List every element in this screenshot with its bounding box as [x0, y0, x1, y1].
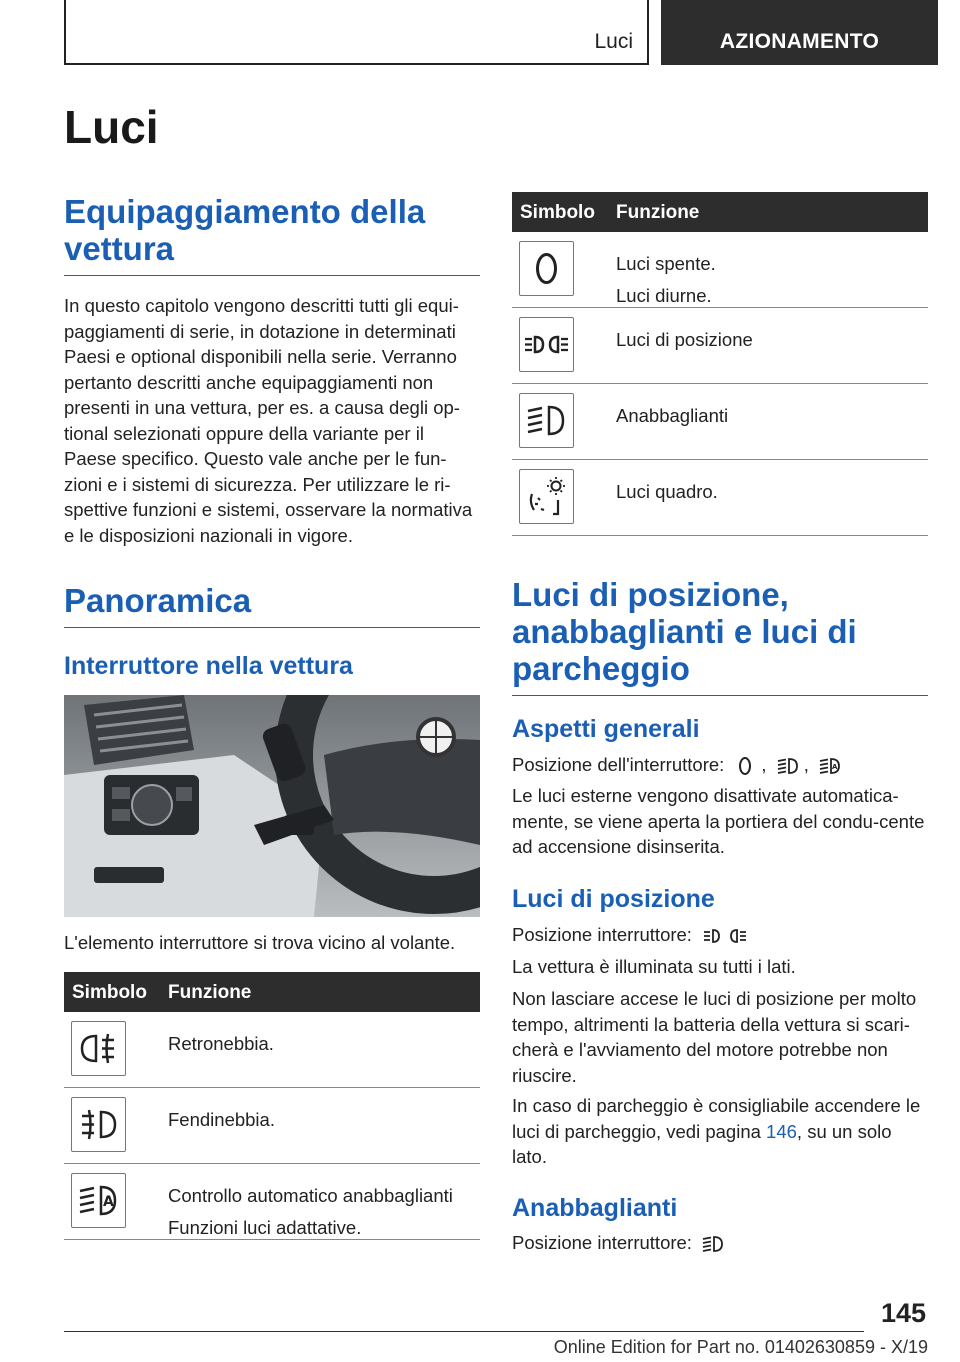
table-col-function: Funzione: [168, 982, 252, 1003]
heading-equipaggiamento: Equipaggiamento della vettura: [64, 193, 480, 276]
parking-light-icon: [519, 317, 574, 372]
table-row: [512, 384, 928, 460]
table-function: Luci spente. Luci diurne.: [616, 253, 716, 306]
heading-luci-di-posizione: Luci di posizione: [512, 885, 715, 913]
table-row: [512, 460, 928, 536]
rear-fog-light-icon: [71, 1021, 126, 1076]
page-title: Luci: [64, 101, 159, 153]
heading-luci-posizione-anabbaglianti: Luci di posizione, anabbaglianti e luci di parcheggio: [512, 576, 928, 696]
posizione-paragraph-3: In caso di parcheggio è consigliabile accendere le luci di parcheggio, vedi pagina 146, su un solo lato.: [512, 1095, 921, 1167]
table-row: [512, 308, 928, 384]
right-symbol-table: [512, 192, 928, 536]
svg-text:A: A: [831, 763, 838, 772]
table-row: [64, 1164, 480, 1240]
page-reference-link[interactable]: 146: [766, 1120, 797, 1142]
header-chapter-tab: [661, 0, 938, 65]
front-fog-light-icon: [71, 1097, 126, 1152]
header-section-label: Luci: [594, 30, 633, 53]
low-beam-icon: [701, 1232, 725, 1256]
instrument-lighting-icon: [519, 469, 574, 524]
table-row: [512, 232, 928, 308]
table-function: Luci di posizione: [616, 329, 753, 350]
heading-anabbaglianti: Anabbaglianti: [512, 1194, 678, 1222]
table-function: Fendinebbia.: [168, 1109, 275, 1130]
aspetti-paragraph: Le luci esterne vengono disattivate automatica-mente, se viene aperta la portiera del condu-cente ad accensione disinserita.: [512, 785, 925, 857]
switch-photo: [64, 695, 480, 917]
left-symbol-table: [64, 972, 480, 1240]
aspetti-position-line: Posizione dell'interruttore: , , A: [512, 752, 928, 778]
table-row: [64, 1012, 480, 1088]
table-col-symbol: Simbolo: [520, 202, 595, 223]
header-chapter-label: AZIONAMENTO: [719, 30, 880, 53]
heading-panoramica: Panoramica: [64, 582, 480, 628]
table-col-symbol: Simbolo: [72, 982, 147, 1003]
footer-divider: [64, 1331, 864, 1332]
auto-low-beam-icon: [818, 754, 842, 778]
page-number: 145: [880, 1298, 926, 1328]
equip-paragraph: In questo capitolo vengono descritti tutti gli equi-paggiamenti di serie, in dotazione in determinati Paesi e optional disponibili nella serie. Verranno pertanto descritti anche equipaggiamenti non presenti in una vettura, per es. a causa degli op-tional selezionati oppure della variante per il Paese specifico. Questo vale anche per le fun-zioni e i sistemi di sicurezza. Per utilizzare le ri-spettive funzioni e sistemi, osservare la normativa e le disposizioni nazionali in vigore.: [64, 295, 473, 546]
heading-aspetti-generali: Aspetti generali: [512, 715, 700, 743]
anabbaglianti-switch-line: Posizione interruttore:: [512, 1230, 928, 1256]
zero-position-icon: [733, 754, 757, 778]
table-function: Luci quadro.: [616, 481, 718, 502]
parking-light-icon: [701, 924, 749, 948]
posizione-paragraph-1: La vettura è illuminata su tutti i lati.: [512, 956, 796, 977]
table-function: Retronebbia.: [168, 1033, 274, 1054]
photo-caption: L'elemento interruttore si trova vicino al volante.: [64, 932, 456, 953]
zero-position-icon: [519, 241, 574, 296]
footer-edition: Online Edition for Part no. 01402630859 - X/19: [553, 1337, 928, 1357]
posizione-paragraph-2: Non lasciare accese le luci di posizione per molto tempo, altrimenti la batteria della vettura si scari-cherà e l'avviamento del motore potrebbe non riuscire.: [512, 988, 917, 1086]
table-function: Controllo automatico anabbaglianti Funzioni luci adattative.: [168, 1185, 453, 1238]
table-header: [512, 192, 928, 232]
table-header: [64, 972, 480, 1012]
table-function: Anabbaglianti: [616, 405, 729, 426]
header-section-tab: [64, 0, 649, 65]
auto-low-beam-icon: [71, 1173, 126, 1228]
table-col-function: Funzione: [616, 202, 700, 223]
posizione-switch-line: Posizione interruttore:: [512, 922, 928, 948]
low-beam-icon: [519, 393, 574, 448]
low-beam-icon: [776, 754, 800, 778]
heading-interruttore: Interruttore nella vettura: [64, 652, 353, 680]
table-row: [64, 1088, 480, 1164]
svg-text:A: A: [103, 1194, 114, 1210]
